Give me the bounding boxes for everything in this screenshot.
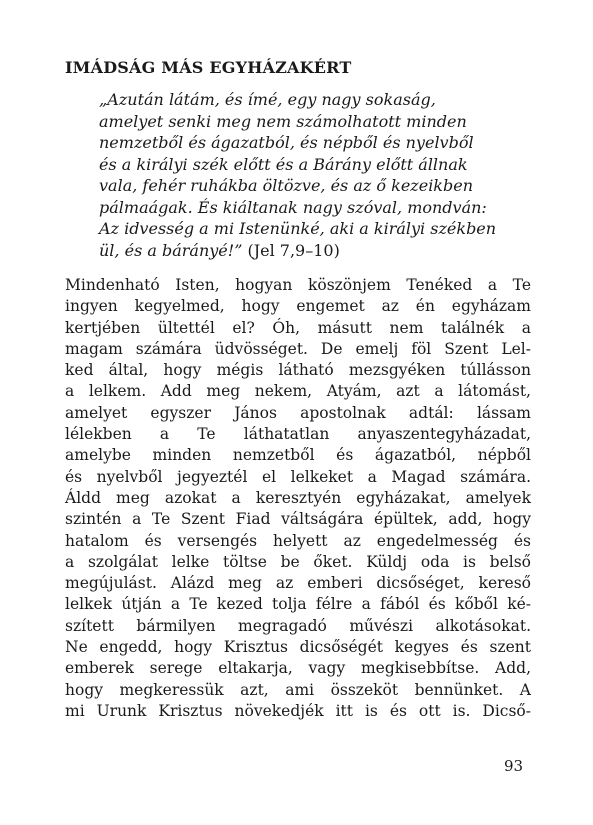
quote-line: ül, és a bárányé!”	[99, 240, 243, 260]
quote-last-line	[99, 240, 539, 262]
quote-line: pálmaágak. És kiáltanak nagy szóval, mondván:	[99, 197, 487, 217]
body-line: hatalom és versengés helyett az engedelmesség és	[65, 531, 531, 550]
scripture-quote	[99, 89, 539, 261]
body-line: lélekben a Te láthatatlan anyaszentegyházadat,	[65, 425, 531, 444]
body-line: lelkek útján a Te kezed tolja félre a fából és kőből ké-	[65, 595, 531, 614]
body-line: Áldd meg azokat a keresztyén egyházakat, amelyek	[65, 488, 531, 507]
page-number: 93	[504, 757, 524, 775]
body-line: ingyen kegyelmed, hogy engemet az én egyházam	[65, 297, 531, 316]
prayer-body	[65, 275, 531, 722]
body-line: szintén a Te Szent Fiad váltságára épültek, add, hogy	[65, 510, 531, 529]
body-line: ked által, hogy mégis látható mezsgyéken túllásson	[65, 361, 531, 380]
body-line: amelyet egyszer János apostolnak adtál: lássam	[65, 403, 531, 422]
body-line: amelybe minden nemzetből és ágazatból, népből	[65, 446, 531, 465]
body-line: szített bármilyen megragadó művészi alkotásokat.	[65, 616, 531, 635]
body-line: Ne engedd, hogy Krisztus dicsőségét kegyes és szent	[65, 638, 531, 657]
quote-line: amelyet senki meg nem számolhatott minden	[99, 111, 467, 131]
body-line: hogy megkeressük azt, ami összeköt bennünket. A	[65, 680, 531, 699]
quote-line: „Azután látám, és ímé, egy nagy sokaság,	[99, 90, 436, 109]
body-line: a lelkem. Add meg nekem, Atyám, azt a látomást,	[65, 382, 531, 401]
quote-line: vala, fehér ruhákba öltözve, és az ő kezeikben	[99, 176, 474, 195]
body-line: Mindenható Isten, hogyan köszönjem Tenéked a Te	[65, 276, 531, 294]
prayer-title: IMÁDSÁG MÁS EGYHÁZAKÉRT	[65, 58, 352, 77]
quote-line: és a királyi szék előtt és a Bárány előtt állnak	[99, 154, 468, 174]
quote-line: Az idvesség a mi Istenünké, aki a királyi székben	[99, 219, 497, 238]
body-line: a szolgálat lelke töltse be őket. Küldj oda is belső	[65, 552, 531, 571]
body-line: kertjében ültettél el? Óh, másutt nem találnék a	[65, 318, 531, 337]
body-line: magam számára üdvösséget. De emelj föl Szent Lel-	[65, 339, 531, 358]
body-line: megújulást. Alázd meg az emberi dicsőséget, kereső	[65, 574, 531, 593]
quote-reference: (Jel 7,9–10)	[242, 240, 340, 260]
body-line: és nyelvből jegyeztél el lelkeket a Magad számára.	[65, 467, 531, 486]
body-line: mi Urunk Krisztus növekedjék itt is és ott is. Dicső-	[65, 701, 531, 720]
body-line: emberek serege eltakarja, vagy megkisebbítse. Add,	[65, 659, 531, 678]
quote-line: nemzetből és ágazatból, és népből és nyelvből	[99, 133, 474, 152]
